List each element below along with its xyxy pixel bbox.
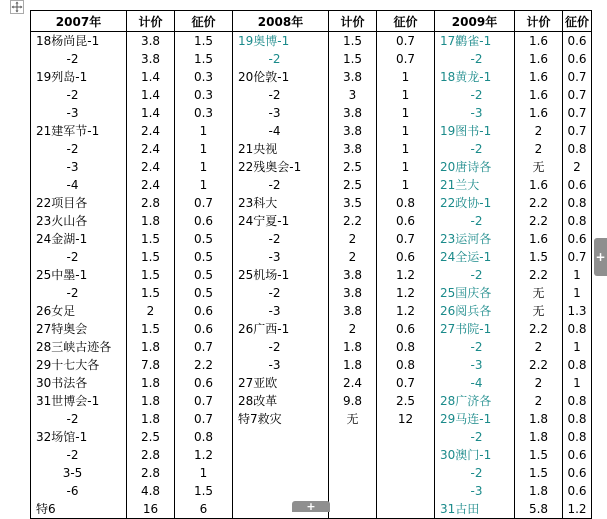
stamp-name: -2 [36, 142, 79, 156]
stamp-name: -3 [440, 484, 483, 498]
ji-price: 16 [142, 502, 159, 516]
zheng-price: 0.3 [193, 88, 214, 102]
zheng-price: 1 [199, 124, 208, 138]
stamp-name: -2 [238, 286, 281, 300]
stamp-name: 24全运-1 [440, 250, 492, 264]
zheng-price: 0.8 [567, 322, 587, 336]
expand-bottom-button[interactable]: + [292, 501, 330, 512]
stamp-name: 25机场-1 [238, 268, 290, 282]
zheng-price: 0.7 [567, 106, 587, 120]
zheng-price: 1 [401, 178, 410, 192]
header-2007-ji: 计价 [127, 11, 175, 32]
zheng-price: 1 [401, 142, 410, 156]
stamp-name: -4 [36, 178, 79, 192]
ji-price: 2.4 [342, 376, 363, 390]
ji-price: 2.4 [140, 178, 161, 192]
zheng-price: 0.6 [193, 322, 214, 336]
header-2007-zheng: 征价 [175, 11, 233, 32]
zheng-price: 0.8 [567, 394, 587, 408]
ji-price: 7.8 [140, 358, 161, 372]
zheng-price: 0.7 [395, 376, 416, 390]
zheng-price: 0.3 [193, 70, 214, 84]
zheng-price: 0.5 [193, 268, 214, 282]
ji-price: 1.5 [140, 232, 161, 246]
stamp-name: -2 [36, 448, 79, 462]
zheng-price: 0.5 [193, 250, 214, 264]
ji-price: 1.5 [140, 268, 161, 282]
stamp-name: -3 [440, 106, 483, 120]
stamp-name: 28三峡古迹各 [36, 340, 112, 354]
ji-price: 2.4 [140, 124, 161, 138]
zheng-price: 0.3 [193, 106, 214, 120]
ji-price: 1.8 [528, 484, 549, 498]
zheng-price: 0.8 [567, 214, 587, 228]
stamp-name: 26广西-1 [238, 322, 290, 336]
stamp-name: -3 [238, 358, 281, 372]
zheng-price: 12 [397, 412, 414, 426]
ji-price: 2.8 [140, 448, 161, 462]
zheng-price: 1.5 [193, 34, 214, 48]
ji-price: 无 [532, 286, 545, 300]
ji-price: 无 [532, 304, 545, 318]
ji-price: 2 [534, 142, 543, 156]
stamp-name: 21建军节-1 [36, 124, 100, 138]
zheng-price: 0.7 [395, 52, 416, 66]
stamp-name: -2 [238, 52, 281, 66]
ji-price: 2.4 [140, 142, 161, 156]
stamp-name: 18黄龙-1 [440, 70, 492, 84]
stamp-name: -2 [440, 52, 483, 66]
ji-price: 2.8 [140, 466, 161, 480]
zheng-price: 0.6 [193, 304, 214, 318]
header-2009-ji: 计价 [515, 11, 563, 32]
zheng-price: 0.6 [395, 250, 416, 264]
ji-price: 1.5 [140, 250, 161, 264]
zheng-price: 1.2 [395, 286, 416, 300]
zheng-price: 1.5 [193, 484, 214, 498]
ji-price: 2 [534, 340, 543, 354]
ji-price: 1.5 [140, 286, 161, 300]
ji-price: 2.2 [528, 214, 549, 228]
ji-price: 2 [534, 376, 543, 390]
stamp-name: -6 [36, 484, 79, 498]
stamp-name: -2 [440, 214, 483, 228]
ji-price: 无 [532, 160, 545, 174]
stamp-name: -2 [36, 250, 79, 264]
stamp-name: 24金湖-1 [36, 232, 88, 246]
stamp-name: -3 [36, 106, 79, 120]
col-2008-ji [329, 32, 377, 519]
ji-price: 2.2 [528, 196, 549, 210]
zheng-price: 1.2 [395, 268, 416, 282]
zheng-price: 1 [573, 340, 581, 354]
ji-price: 2.2 [342, 214, 363, 228]
zheng-price: 6 [199, 502, 208, 516]
expand-right-button[interactable]: + [594, 238, 607, 276]
col-2009-names [435, 32, 515, 519]
ji-price: 2.5 [140, 430, 161, 444]
ji-price: 1.6 [528, 106, 549, 120]
ji-price: 2 [146, 304, 155, 318]
stamp-name: -2 [440, 142, 483, 156]
zheng-price: 0.7 [193, 412, 214, 426]
stamp-name: 26女足 [36, 304, 76, 318]
ji-price: 2.5 [342, 160, 363, 174]
ji-price: 1.8 [528, 430, 549, 444]
stamp-name: -2 [440, 340, 483, 354]
stamp-name: 30澳门-1 [440, 448, 492, 462]
stamp-name: 27书院-1 [440, 322, 492, 336]
ji-price: 1.6 [528, 52, 549, 66]
zheng-price: 0.8 [567, 412, 587, 426]
ji-price: 1.5 [528, 466, 549, 480]
stamp-name: 29马连-1 [440, 412, 492, 426]
ji-price: 1.6 [528, 178, 549, 192]
ji-price: 3.8 [342, 70, 363, 84]
zheng-price: 0.8 [567, 196, 587, 210]
zheng-price: 0.6 [567, 34, 587, 48]
stamp-name: 19奥博-1 [238, 34, 290, 48]
zheng-price: 0.7 [193, 394, 214, 408]
ji-price: 1.5 [140, 322, 161, 336]
zheng-price: 1 [573, 376, 581, 390]
ji-price: 2 [534, 124, 543, 138]
ji-price: 3.8 [342, 106, 363, 120]
stamp-name: 17鹳雀-1 [440, 34, 492, 48]
stamp-name: 24宁夏-1 [238, 214, 290, 228]
ji-price: 1.5 [528, 250, 549, 264]
stamp-name: -2 [36, 286, 79, 300]
zheng-price: 0.8 [567, 430, 587, 444]
stamp-name: -2 [238, 340, 281, 354]
ji-price: 1.8 [140, 394, 161, 408]
stamp-name: 21央视 [238, 142, 278, 156]
ji-price: 4.8 [140, 484, 161, 498]
zheng-price: 1 [199, 160, 208, 174]
ji-price: 3.8 [342, 268, 363, 282]
zheng-price: 0.8 [567, 358, 587, 372]
body-row [31, 32, 592, 519]
stamp-name: 20唐诗各 [440, 160, 492, 174]
ji-price: 1.6 [528, 88, 549, 102]
stamp-name: 25中墨-1 [36, 268, 88, 282]
ji-price: 1.4 [140, 106, 161, 120]
ji-price: 1.6 [528, 232, 549, 246]
zheng-price: 0.5 [193, 286, 214, 300]
col-2007-ji [127, 32, 175, 519]
header-2008-year: 2008年 [233, 11, 329, 32]
ji-price: 2 [348, 232, 357, 246]
zheng-price: 0.7 [193, 340, 214, 354]
ji-price: 3.8 [342, 304, 363, 318]
ji-price: 1.4 [140, 70, 161, 84]
stamp-name: -3 [238, 304, 281, 318]
col-2009-ji [515, 32, 563, 519]
zheng-price: 0.8 [395, 358, 416, 372]
ji-price: 1.8 [140, 340, 161, 354]
ji-price: 3.8 [342, 124, 363, 138]
ji-price: 2.4 [140, 160, 161, 174]
stamp-name: -2 [440, 466, 483, 480]
stamp-name: -3 [238, 106, 281, 120]
ji-price: 1.5 [528, 448, 549, 462]
stamp-name: -2 [238, 178, 281, 192]
ji-price: 1.6 [528, 70, 549, 84]
zheng-price: 2.5 [395, 394, 416, 408]
ji-price: 1.8 [528, 412, 549, 426]
stamp-name: 28广济各 [440, 394, 492, 408]
zheng-price: 0.7 [567, 70, 587, 84]
ji-price: 无 [346, 412, 359, 426]
zheng-price: 0.8 [193, 430, 214, 444]
ji-price: 3.8 [140, 52, 161, 66]
zheng-price: 1 [401, 124, 410, 138]
ji-price: 2 [348, 322, 357, 336]
stamp-name: -2 [238, 88, 281, 102]
stamp-name: -4 [440, 376, 483, 390]
stamp-name: -2 [36, 412, 79, 426]
stamp-name: 21兰大 [440, 178, 480, 192]
stamp-name: 20伦敦-1 [238, 70, 290, 84]
stamp-name: 特7救灾 [238, 412, 282, 426]
ji-price: 2.5 [342, 178, 363, 192]
zheng-price: 1.3 [567, 304, 587, 318]
stamp-name: -2 [238, 232, 281, 246]
col-2008-zheng [377, 32, 435, 519]
col-2008-names [233, 32, 329, 519]
zheng-price: 2 [573, 160, 581, 174]
zheng-price: 1 [199, 178, 208, 192]
ji-price: 3.8 [342, 142, 363, 156]
zheng-price: 0.6 [395, 214, 416, 228]
ji-price: 1.8 [342, 358, 363, 372]
stamp-name: 23火山各 [36, 214, 88, 228]
ji-price: 2.2 [528, 322, 549, 336]
ji-price: 1.8 [140, 412, 161, 426]
ji-price: 1.5 [342, 52, 363, 66]
zheng-price: 1 [401, 88, 410, 102]
zheng-price: 1.2 [395, 304, 416, 318]
zheng-price: 1 [401, 106, 410, 120]
zheng-price: 1.2 [567, 502, 587, 516]
zheng-price: 0.5 [193, 232, 214, 246]
zheng-price: 1 [573, 286, 581, 300]
zheng-price: 0.6 [567, 52, 587, 66]
stamp-name: 25国庆各 [440, 286, 492, 300]
zheng-price: 0.6 [567, 232, 587, 246]
ji-price: 9.8 [342, 394, 363, 408]
stamp-name: 特6 [36, 502, 56, 516]
zheng-price: 0.7 [567, 124, 587, 138]
ji-price: 2.2 [528, 268, 549, 282]
zheng-price: 1.2 [193, 448, 214, 462]
zheng-price: 0.6 [567, 466, 587, 480]
stamp-name: -3 [238, 250, 281, 264]
ji-price: 1.8 [140, 376, 161, 390]
stamp-name: 26阅兵各 [440, 304, 492, 318]
ji-price: 3.8 [140, 34, 161, 48]
table-move-handle-icon[interactable] [10, 0, 24, 14]
ji-price: 1.8 [342, 340, 363, 354]
stamp-name: 27特奥会 [36, 322, 88, 336]
ji-price: 1.8 [140, 214, 161, 228]
zheng-price: 0.6 [193, 376, 214, 390]
header-2008-ji: 计价 [329, 11, 377, 32]
zheng-price: 0.7 [193, 196, 214, 210]
zheng-price: 0.8 [567, 142, 587, 156]
zheng-price: 1.5 [193, 52, 214, 66]
stamp-name: 22政协-1 [440, 196, 492, 210]
ji-price: 2.2 [528, 358, 549, 372]
stamp-name: 31古田 [440, 502, 480, 516]
stamp-name: 28改革 [238, 394, 278, 408]
stamp-name: -3 [36, 160, 79, 174]
zheng-price: 0.6 [395, 322, 416, 336]
zheng-price: 0.6 [193, 214, 214, 228]
stamp-name: 27亚欧 [238, 376, 278, 390]
zheng-price: 1 [401, 70, 410, 84]
ji-price: 2.8 [140, 196, 161, 210]
stamp-name: -3 [440, 358, 483, 372]
zheng-price: 0.7 [567, 88, 587, 102]
stamp-name: 22项目各 [36, 196, 88, 210]
ji-price: 5.8 [528, 502, 549, 516]
stamp-name: 18杨尚昆-1 [36, 34, 100, 48]
stamp-name: 3-5 [36, 466, 83, 480]
ji-price: 3.8 [342, 286, 363, 300]
stamp-name: -2 [36, 52, 79, 66]
zheng-price: 2.2 [193, 358, 214, 372]
zheng-price: 0.8 [395, 196, 416, 210]
zheng-price: 0.6 [567, 448, 587, 462]
stamp-name: 32场馆-1 [36, 430, 88, 444]
zheng-price: 1 [573, 268, 581, 282]
zheng-price: 0.7 [567, 250, 587, 264]
stamp-name: 23科大 [238, 196, 278, 210]
stamp-name: -2 [440, 268, 483, 282]
stamp-name: -4 [238, 124, 281, 138]
stamp-name: 22残奥会-1 [238, 160, 302, 174]
ji-price: 3 [348, 88, 357, 102]
stamp-price-table [30, 10, 592, 519]
stamp-name: -2 [440, 88, 483, 102]
stamp-name: 29十七大各 [36, 358, 100, 372]
stamp-name: 30书法各 [36, 376, 88, 390]
ji-price: 2 [348, 250, 357, 264]
zheng-price: 0.7 [395, 232, 416, 246]
ji-price: 3.5 [342, 196, 363, 210]
zheng-price: 0.6 [567, 178, 587, 192]
ji-price: 2 [534, 394, 543, 408]
ji-price: 1.4 [140, 88, 161, 102]
header-2009-year: 2009年 [435, 11, 515, 32]
stamp-name: 19图书-1 [440, 124, 492, 138]
col-2007-zheng [175, 32, 233, 519]
ji-price: 1.5 [342, 34, 363, 48]
ji-price: 1.6 [528, 34, 549, 48]
stamp-name: 23运河各 [440, 232, 492, 246]
zheng-price: 0.6 [567, 484, 587, 498]
stamp-name: 31世博会-1 [36, 394, 100, 408]
stamp-name: -2 [36, 88, 79, 102]
zheng-price: 0.7 [395, 34, 416, 48]
col-2009-zheng [563, 32, 592, 519]
stamp-name: 19列岛-1 [36, 70, 88, 84]
header-2007-year: 2007年 [31, 11, 127, 32]
zheng-price: 0.8 [395, 340, 416, 354]
header-row [31, 11, 592, 32]
zheng-price: 1 [199, 142, 208, 156]
header-2008-zheng: 征价 [377, 11, 435, 32]
stamp-name: -2 [440, 430, 483, 444]
col-2007-names [31, 32, 127, 519]
zheng-price: 1 [199, 466, 208, 480]
zheng-price: 1 [401, 160, 410, 174]
header-2009-zheng: 征价 [563, 11, 592, 32]
